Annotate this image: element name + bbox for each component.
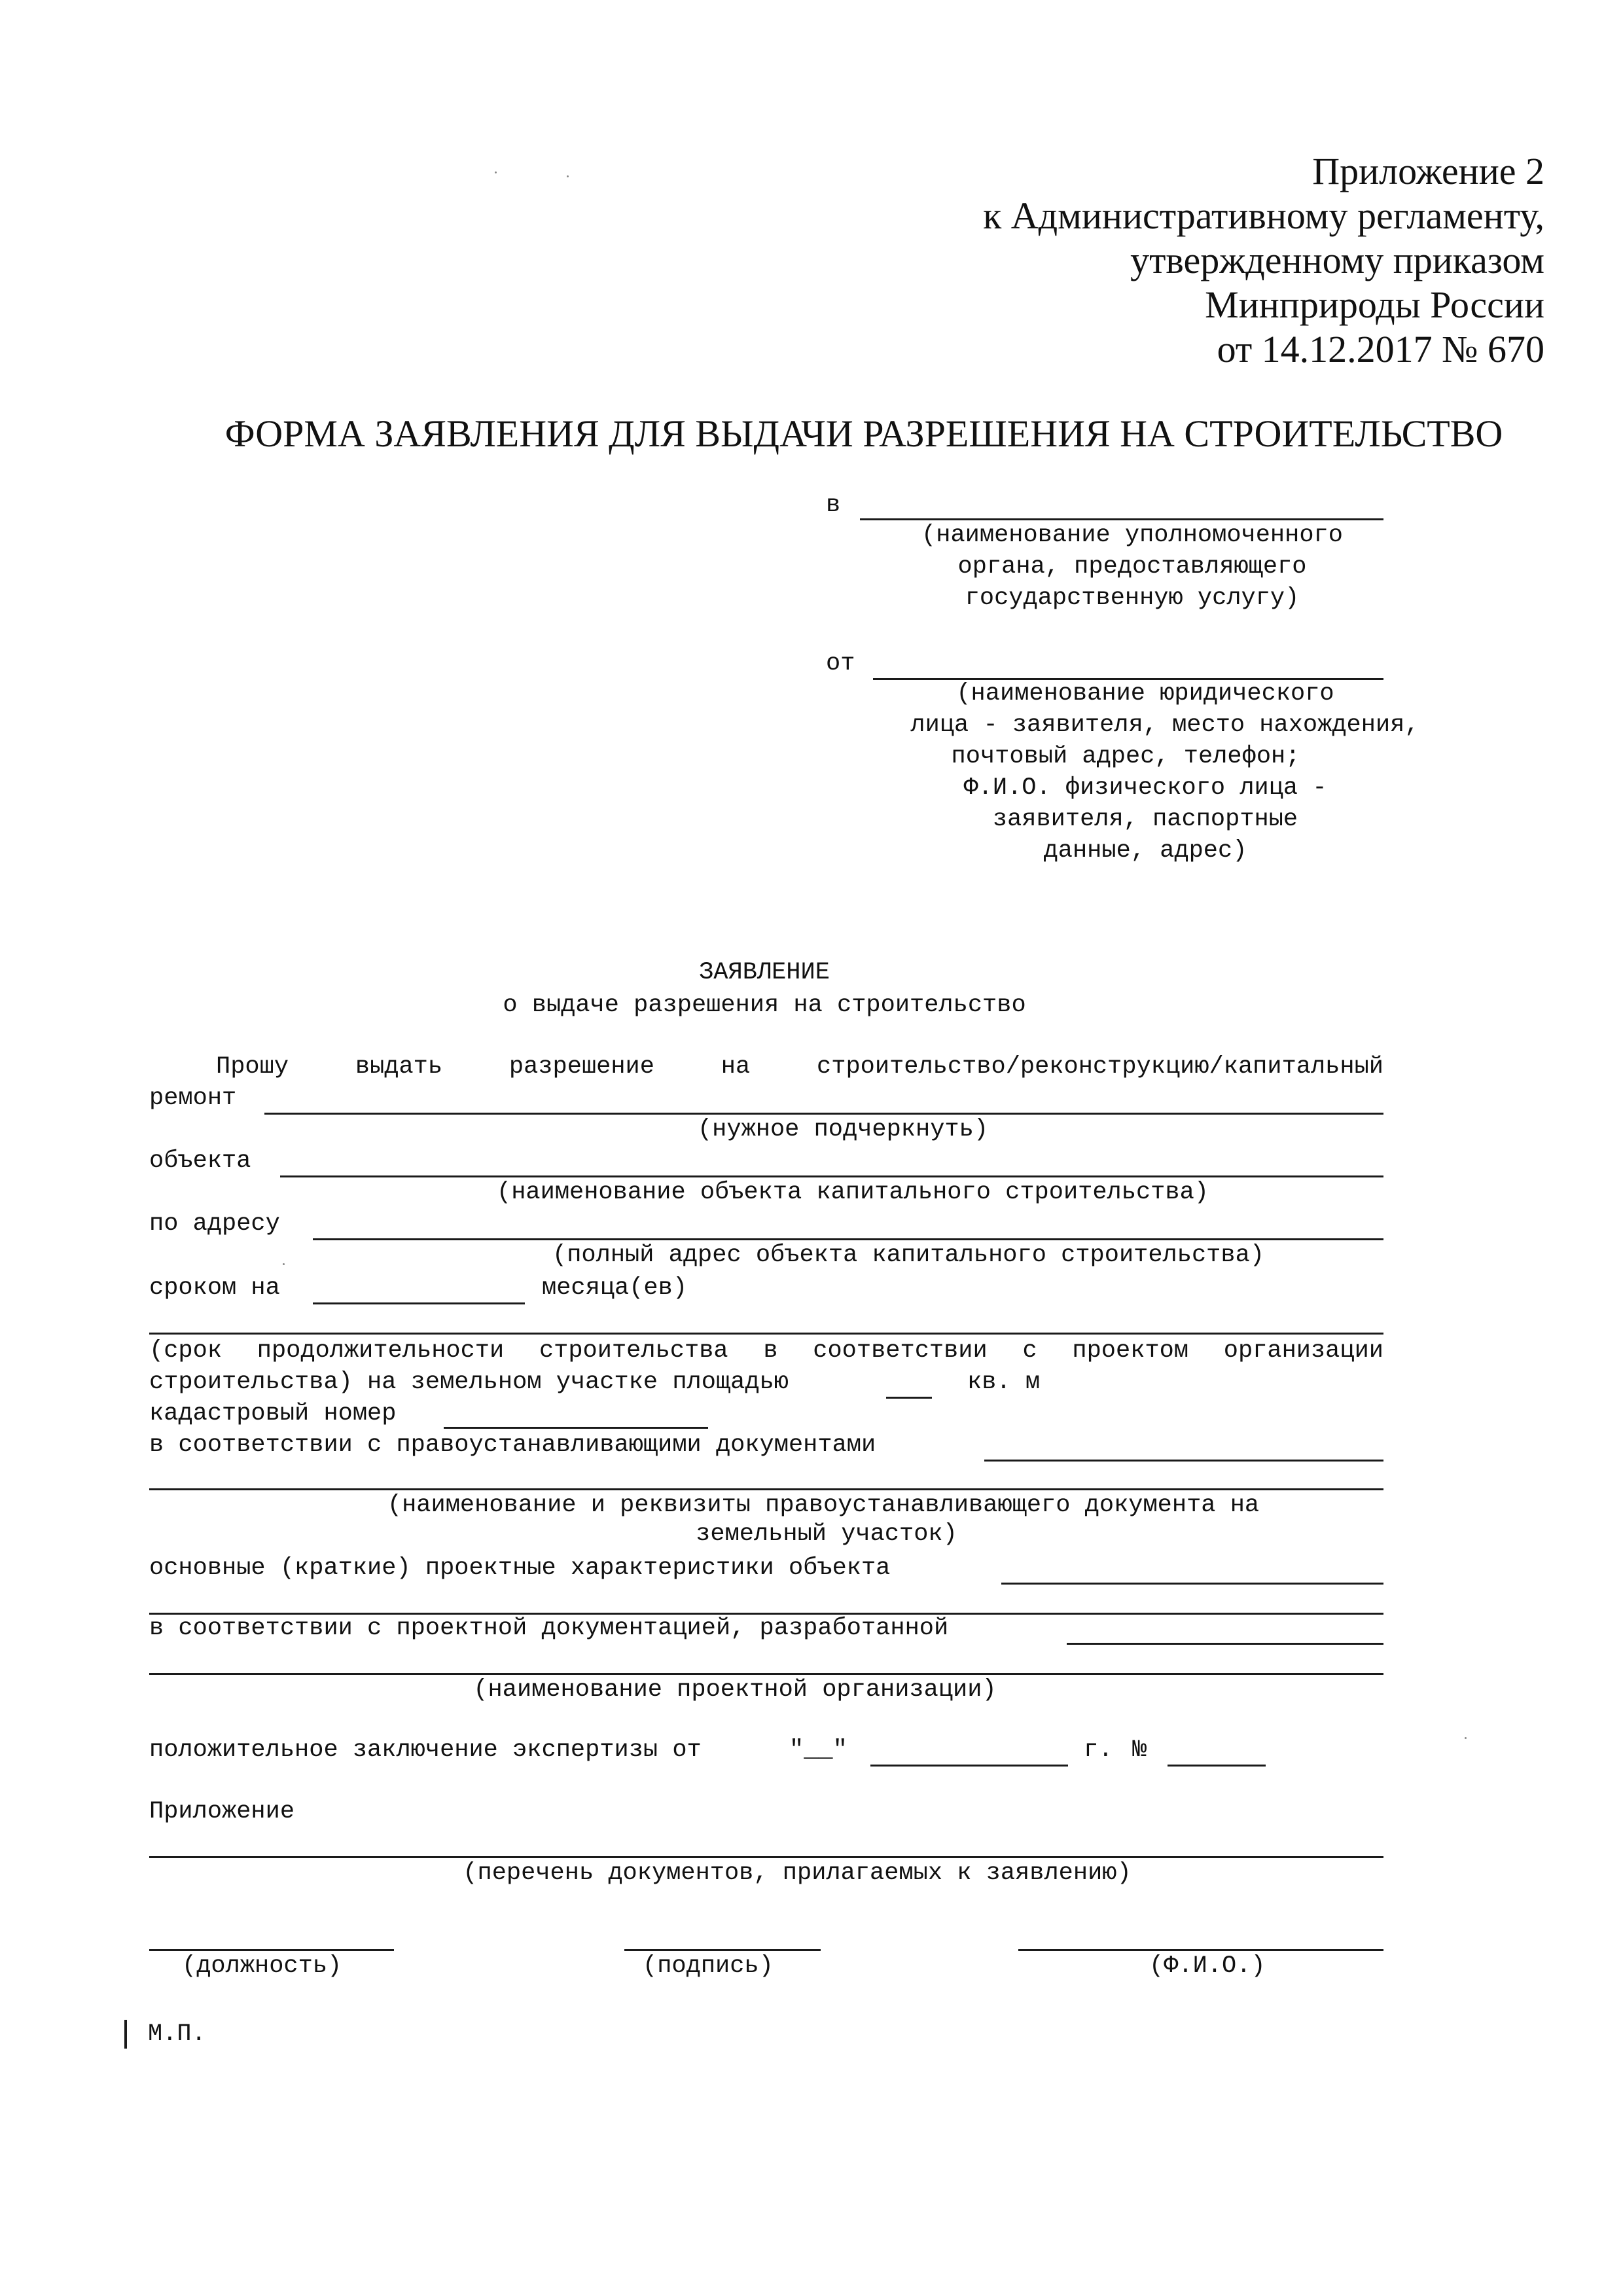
seal-label: М.П. bbox=[148, 2020, 206, 2048]
object-label: объекта bbox=[149, 1147, 251, 1175]
expertise-number-label: № bbox=[1132, 1736, 1147, 1764]
term-unit: месяца(ев) bbox=[542, 1274, 688, 1302]
full-name-hint: (Ф.И.О.) bbox=[1149, 1952, 1266, 1980]
duration-hint-line2a: строительства) на земельном участке площадью bbox=[149, 1369, 789, 1396]
from-hint-line: (наименование юридического bbox=[956, 680, 1334, 708]
request-line bbox=[216, 1051, 1383, 1083]
header-line-date: от 14.12.2017 № 670 bbox=[1217, 328, 1544, 370]
scan-speck bbox=[283, 1263, 285, 1265]
from-hint-line: лица - заявителя, место нахождения, bbox=[910, 711, 1419, 739]
expertise-label: положительное заключение экспертизы от bbox=[149, 1736, 702, 1764]
to-prefix: в bbox=[826, 492, 841, 519]
expertise-year-label: г. bbox=[1084, 1736, 1113, 1764]
duration-hint-line2b: кв. м bbox=[967, 1369, 1041, 1396]
expertise-date-day[interactable]: "__" bbox=[789, 1736, 847, 1764]
attachment-hint: (перечень документов, прилагаемых к заявлению) bbox=[463, 1859, 1132, 1887]
project-docs-label: в соответствии с проектной документацией, разработанной bbox=[149, 1615, 949, 1642]
header-line-appendix: Приложение 2 bbox=[1312, 150, 1544, 192]
title-docs-hint-1: (наименование и реквизиты правоустанавливающего документа на bbox=[387, 1492, 1260, 1519]
request-word: строительство/реконструкцию/капитальный bbox=[817, 1053, 1383, 1081]
position-hint: (должность) bbox=[182, 1952, 342, 1980]
request-word: на bbox=[721, 1053, 751, 1081]
seal-bar bbox=[124, 2020, 127, 2049]
title-docs-label: в соответствии с правоустанавливающими документами bbox=[149, 1431, 876, 1459]
to-hint-line: органа, предоставляющего bbox=[957, 553, 1307, 581]
scan-speck bbox=[495, 171, 497, 173]
to-hint-line: государственную услугу) bbox=[965, 584, 1300, 612]
header-line-approved: утвержденному приказом bbox=[1130, 239, 1544, 281]
expertise-date-field[interactable] bbox=[870, 1765, 1068, 1767]
from-hint-line: почтовый адрес, телефон; bbox=[951, 743, 1300, 770]
request-word: выдать bbox=[355, 1053, 443, 1081]
address-label: по адресу bbox=[149, 1210, 280, 1238]
request-word: Прошу bbox=[216, 1053, 289, 1081]
approval-header bbox=[759, 149, 1544, 372]
to-authority-hint bbox=[825, 520, 1440, 614]
from-prefix: от bbox=[826, 650, 855, 677]
header-line-ministry: Минприроды России bbox=[1205, 283, 1544, 326]
from-hint-line: заявителя, паспортные bbox=[992, 806, 1298, 833]
term-extra-field[interactable] bbox=[149, 1333, 1383, 1335]
project-org-field[interactable] bbox=[1067, 1643, 1383, 1645]
title-docs-hint-2: земельный участок) bbox=[696, 1520, 957, 1548]
scan-speck bbox=[1465, 1737, 1467, 1739]
cadastral-number-field[interactable] bbox=[444, 1427, 708, 1429]
from-hint-line: данные, адрес) bbox=[1043, 837, 1247, 865]
title-docs-field[interactable] bbox=[984, 1460, 1383, 1462]
to-hint-line: (наименование уполномоченного bbox=[921, 522, 1343, 549]
address-hint: (полный адрес объекта капитального строительства) bbox=[552, 1242, 1264, 1269]
header-line-regulation: к Административному регламенту, bbox=[983, 194, 1544, 237]
attachment-label: Приложение bbox=[149, 1798, 295, 1825]
project-org-hint: (наименование проектной организации) bbox=[473, 1676, 997, 1704]
statement-heading: ЗАЯВЛЕНИЕ bbox=[699, 959, 830, 986]
duration-hint-text: (срок продолжительности строительства в соответствии с проектом организации bbox=[149, 1337, 1383, 1365]
repair-label: ремонт bbox=[149, 1085, 237, 1112]
underline-hint: (нужное подчеркнуть) bbox=[697, 1116, 989, 1143]
signature-hint: (подпись) bbox=[643, 1952, 774, 1980]
land-area-field[interactable] bbox=[886, 1397, 932, 1399]
expertise-number-field[interactable] bbox=[1168, 1765, 1266, 1767]
from-hint-line: Ф.И.О. физического лица - bbox=[963, 774, 1327, 802]
term-label: сроком на bbox=[149, 1274, 280, 1302]
statement-subheading: о выдаче разрешения на строительство bbox=[503, 992, 1026, 1019]
cadastral-label: кадастровый номер bbox=[149, 1400, 397, 1427]
object-hint: (наименование объекта капитального строительства) bbox=[497, 1179, 1209, 1206]
scan-speck bbox=[567, 175, 569, 177]
from-applicant-hint bbox=[844, 678, 1486, 867]
term-months-field[interactable] bbox=[313, 1302, 525, 1304]
characteristics-field[interactable] bbox=[1001, 1583, 1383, 1585]
page-title: ФОРМА ЗАЯВЛЕНИЯ ДЛЯ ВЫДАЧИ РАЗРЕШЕНИЯ НА СТРОИТЕЛЬСТВО bbox=[224, 412, 1503, 455]
duration-hint-line1 bbox=[149, 1335, 1383, 1367]
request-word: разрешение bbox=[508, 1053, 654, 1081]
characteristics-label: основные (краткие) проектные характеристики объекта bbox=[149, 1554, 891, 1582]
